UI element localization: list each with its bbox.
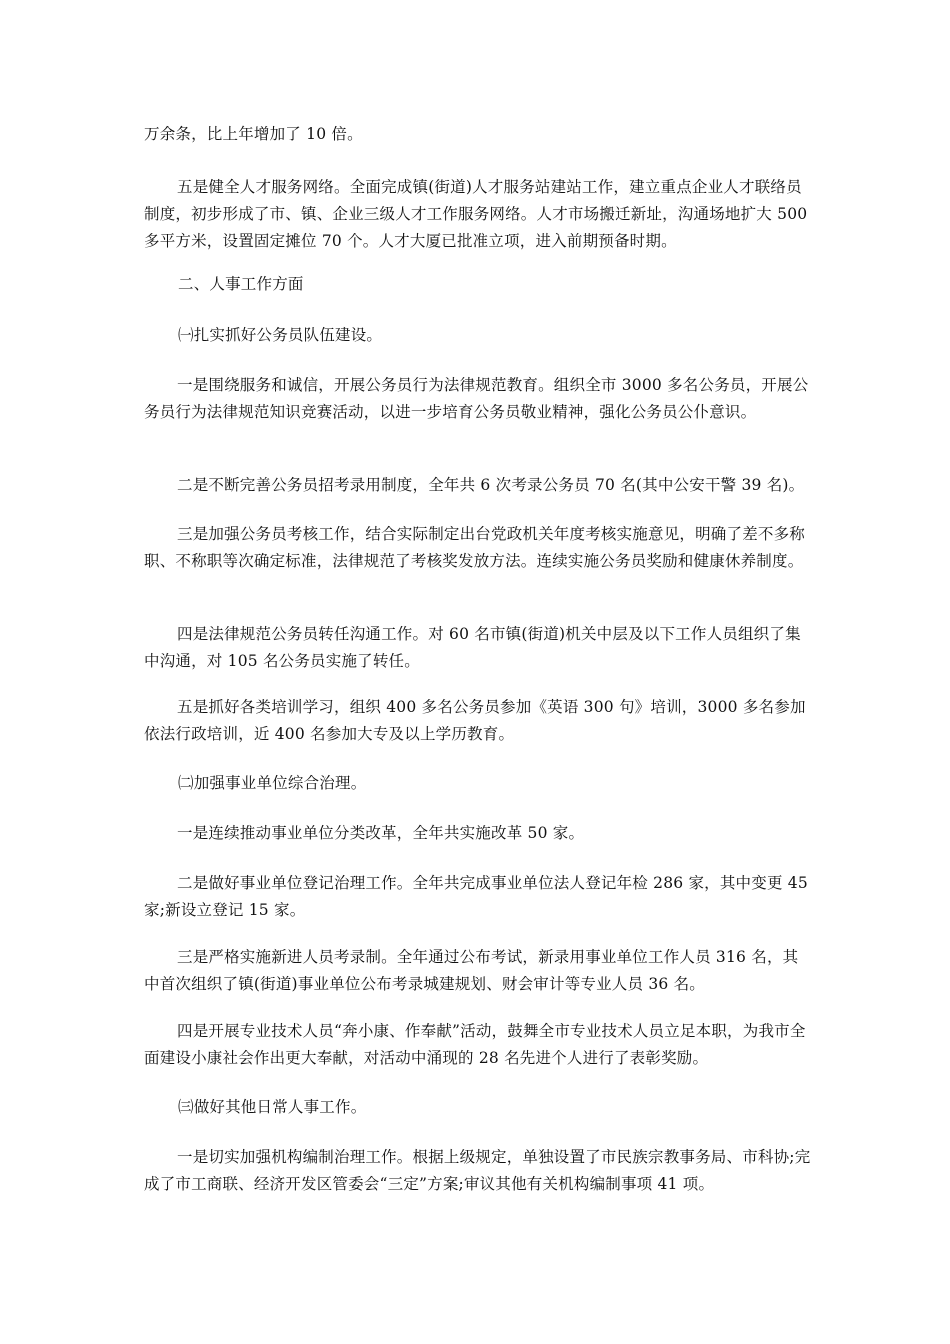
subheading-other-work: ㈢做好其他日常人事工作。 [178,1098,367,1116]
paragraph-recruitment-system: 二是不断完善公务员招考录用制度，全年共 6 次考录公务员 70 名(其中公安干警 39 名)。 [177,476,805,494]
subheading-civil-servant-team: ㈠扎实抓好公务员队伍建设。 [178,326,383,344]
paragraph-assessment-work: 三是加强公务员考核工作，结合实际制定出台党政机关年度考核实施意见，明确了差不多称职、不称职等次确定标准，法律规范了考核奖发放方法。连续实施公务员奖励和健康休养制度。 [144,525,806,570]
paragraph-registration: 二是做好事业单位登记治理工作。全年共完成事业单位法人登记年检 286 家，其中变更 45 家;新设立登记 15 家。 [144,874,808,919]
paragraph-new-staff-exam: 三是严格实施新进人员考录制。全年通过公布考试，新录用事业单位工作人员 316 名，其中首次组织了镇(街道)事业单位公布考录城建规划、财会审计等专业人员 36 名。 [144,948,799,993]
paragraph-professional-activity: 四是开展专业技术人员“奔小康、作奉献”活动，鼓舞全市专业技术人员立足本职，为我市全面建设小康社会作出更大奉献，对活动中涌现的 28 名先进个人进行了表彰奖励。 [144,1022,806,1067]
subheading-public-institutions: ㈡加强事业单位综合治理。 [178,774,367,792]
paragraph-transfer-work: 四是法律规范公务员转任沟通工作。对 60 名市镇(街道)机关中层及以下工作人员组织了集中沟通，对 105 名公务员实施了转任。 [144,625,801,670]
paragraph-service-integrity: 一是围绕服务和诚信，开展公务员行为法律规范教育。组织全市 3000 多名公务员，开展公务员行为法律规范知识竞赛活动，以进一步培育公务员敬业精神，强化公务员公仆意识。 [144,376,809,421]
paragraph-talent-service-network: 五是健全人才服务网络。全面完成镇(街道)人才服务站建站工作，建立重点企业人才联络员制度，初步形成了市、镇、企业三级人才工作服务网络。人才市场搬迁新址，沟通场地扩大 500 多平方米，设置固定摊位 70 个。人才大厦已批准立项，进入前期预备时期。 [144,178,808,250]
paragraph-training: 五是抓好各类培训学习，组织 400 多名公务员参加《英语 300 句》培训，3000 多名参加依法行政培训，近 400 名参加大专及以上学历教育。 [144,698,806,743]
paragraph-classification-reform: 一是连续推动事业单位分类改革，全年共实施改革 50 家。 [177,824,585,842]
paragraph-continuation: 万余条，比上年增加了 10 倍。 [144,125,363,143]
paragraph-organization-staffing: 一是切实加强机构编制治理工作。根据上级规定，单独设置了市民族宗教事务局、市科协;完成了市工商联、经济开发区管委会“三定”方案;审议其他有关机构编制事项 41 项。 [144,1148,811,1193]
section-heading-personnel-work: 二、人事工作方面 [178,275,304,293]
